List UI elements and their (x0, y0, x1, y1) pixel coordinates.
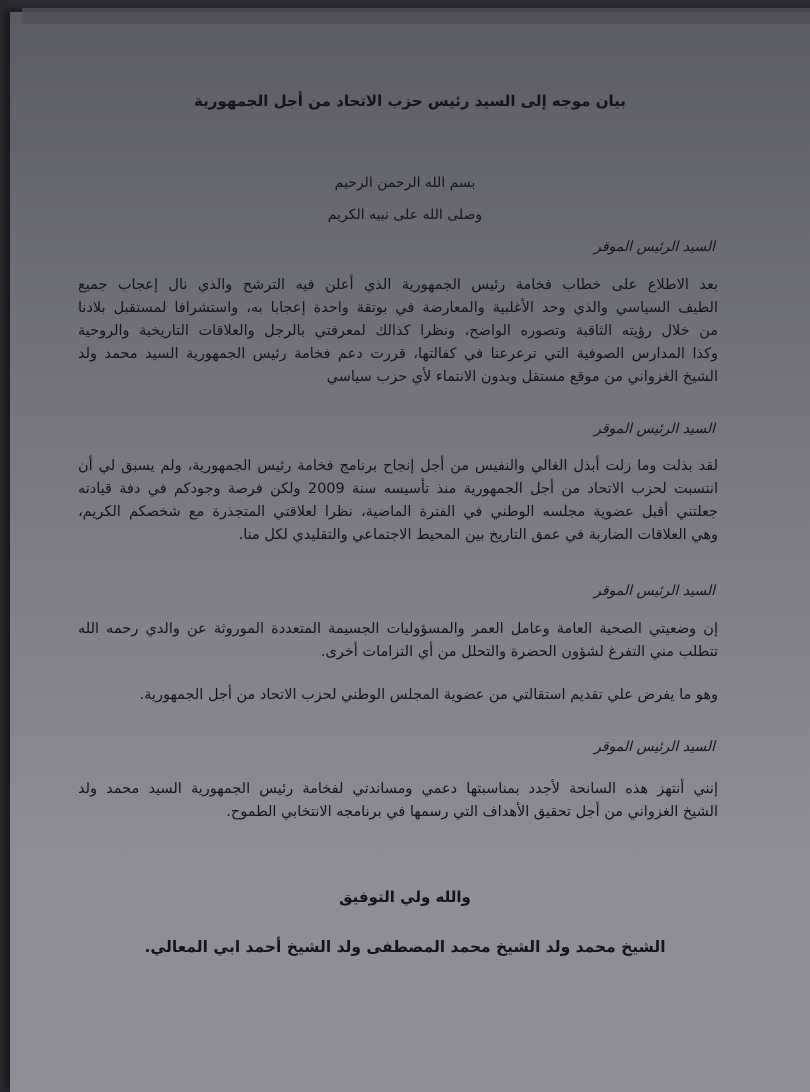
signature: الشيخ محمد ولد الشيخ محمد المصطفى ولد الشيخ أحمد ابي المعالي. (144, 938, 666, 956)
paragraph-line: انتسبت لحزب الاتحاد من أجل الجمهورية منذ تأسيسه سنة 2009 ولكن فرصة وجودكم في دفة قيادته (78, 481, 718, 497)
paragraph-line: تتطلب مني التفرغ لشؤون الحضرة والتحلل من أي التزامات أخرى. (320, 644, 718, 660)
paragraph-3 (78, 618, 718, 664)
paragraph-line: الطيف السياسي والذي وحد الأغلبية والمعارضة في بوتقة واحدة إعجابا به، واستشرافا لمستقبل بلادنا (78, 300, 718, 316)
paragraph-line: وهو ما يفرض علي تقديم استقالتي من عضوية المجلس الوطني لحزب الاتحاد من أجل الجمهورية. (139, 687, 718, 703)
salutation-2: السيد الرئيس الموقر (594, 421, 715, 437)
salutation-3: السيد الرئيس الموقر (594, 583, 715, 599)
paragraph-line: بعد الاطلاع على خطاب فخامة رئيس الجمهورية الذي أعلن فيه الترشح والذي نال إعجاب جميع (78, 277, 718, 293)
paragraph-2 (78, 455, 718, 547)
salutation-4: السيد الرئيس الموقر (594, 739, 715, 755)
paper-fold-shadow (22, 8, 810, 24)
paragraph-4 (78, 684, 718, 707)
paragraph-line: إن وضعيتي الصحية العامة وعامل العمر والمسؤوليات الجسيمة المتعددة الموروثة عن والدي رحمه الله (78, 621, 718, 637)
document-title-text: بيان موجه إلى السيد رئيس حزب الاتحاد من أجل الجمهورية (194, 92, 626, 110)
basmala: بسم الله الرحمن الرحيم (334, 175, 476, 191)
salutation-1: السيد الرئيس الموقر (594, 239, 715, 255)
paragraph-line: لقد بذلت وما زلت أبذل الغالي والنفيس من أجل إنجاح برنامج فخامة رئيس الجمهورية، ولم يسبق لي أن (78, 458, 718, 474)
paper-sheet (10, 12, 810, 1092)
paragraph-5 (78, 778, 718, 824)
paragraph-line: جعلتني أقبل عضوية مجلسه الوطني في الفترة الماضية، نظرا لعلاقتي المتجذرة مع شخصكم الكريم، (78, 504, 718, 520)
paragraph-1 (78, 274, 718, 389)
document-title (0, 94, 810, 109)
paragraph-line: الشيخ الغزواني من أجل تحقيق الأهداف التي رسمها في برنامجه الانتخابي الطموح. (226, 804, 718, 820)
paragraph-line: الشيخ الغزواني من موقع مستقل وبدون الانتماء لأي حزب سياسي (326, 369, 718, 385)
paragraph-line: وكذا المدارس الصوفية التي ترعرعنا في كفالتها، قررت دعم فخامة رئيس الجمهورية السيد محمد ولد (78, 346, 718, 362)
paragraph-line: إنني أنتهز هذه السانحة لأجدد بمناسبتها دعمي ومساندتي لفخامة رئيس الجمهورية السيد محمد ولد (78, 781, 718, 797)
paragraph-line: من خلال رؤيته الثاقبة وتصوره الواضح، ونظرا كذالك لمعرفتي بالرجل والعلاقات التاريخية والروحية (78, 323, 718, 339)
closing-line: والله ولي التوفيق (339, 888, 471, 906)
paragraph-line: وهي العلاقات الضاربة في عمق التاريخ بين المحيط الاجتماعي والتقليدي لكل منا. (238, 527, 718, 543)
blessing-line: وصلى الله على نبيه الكريم (327, 207, 483, 223)
